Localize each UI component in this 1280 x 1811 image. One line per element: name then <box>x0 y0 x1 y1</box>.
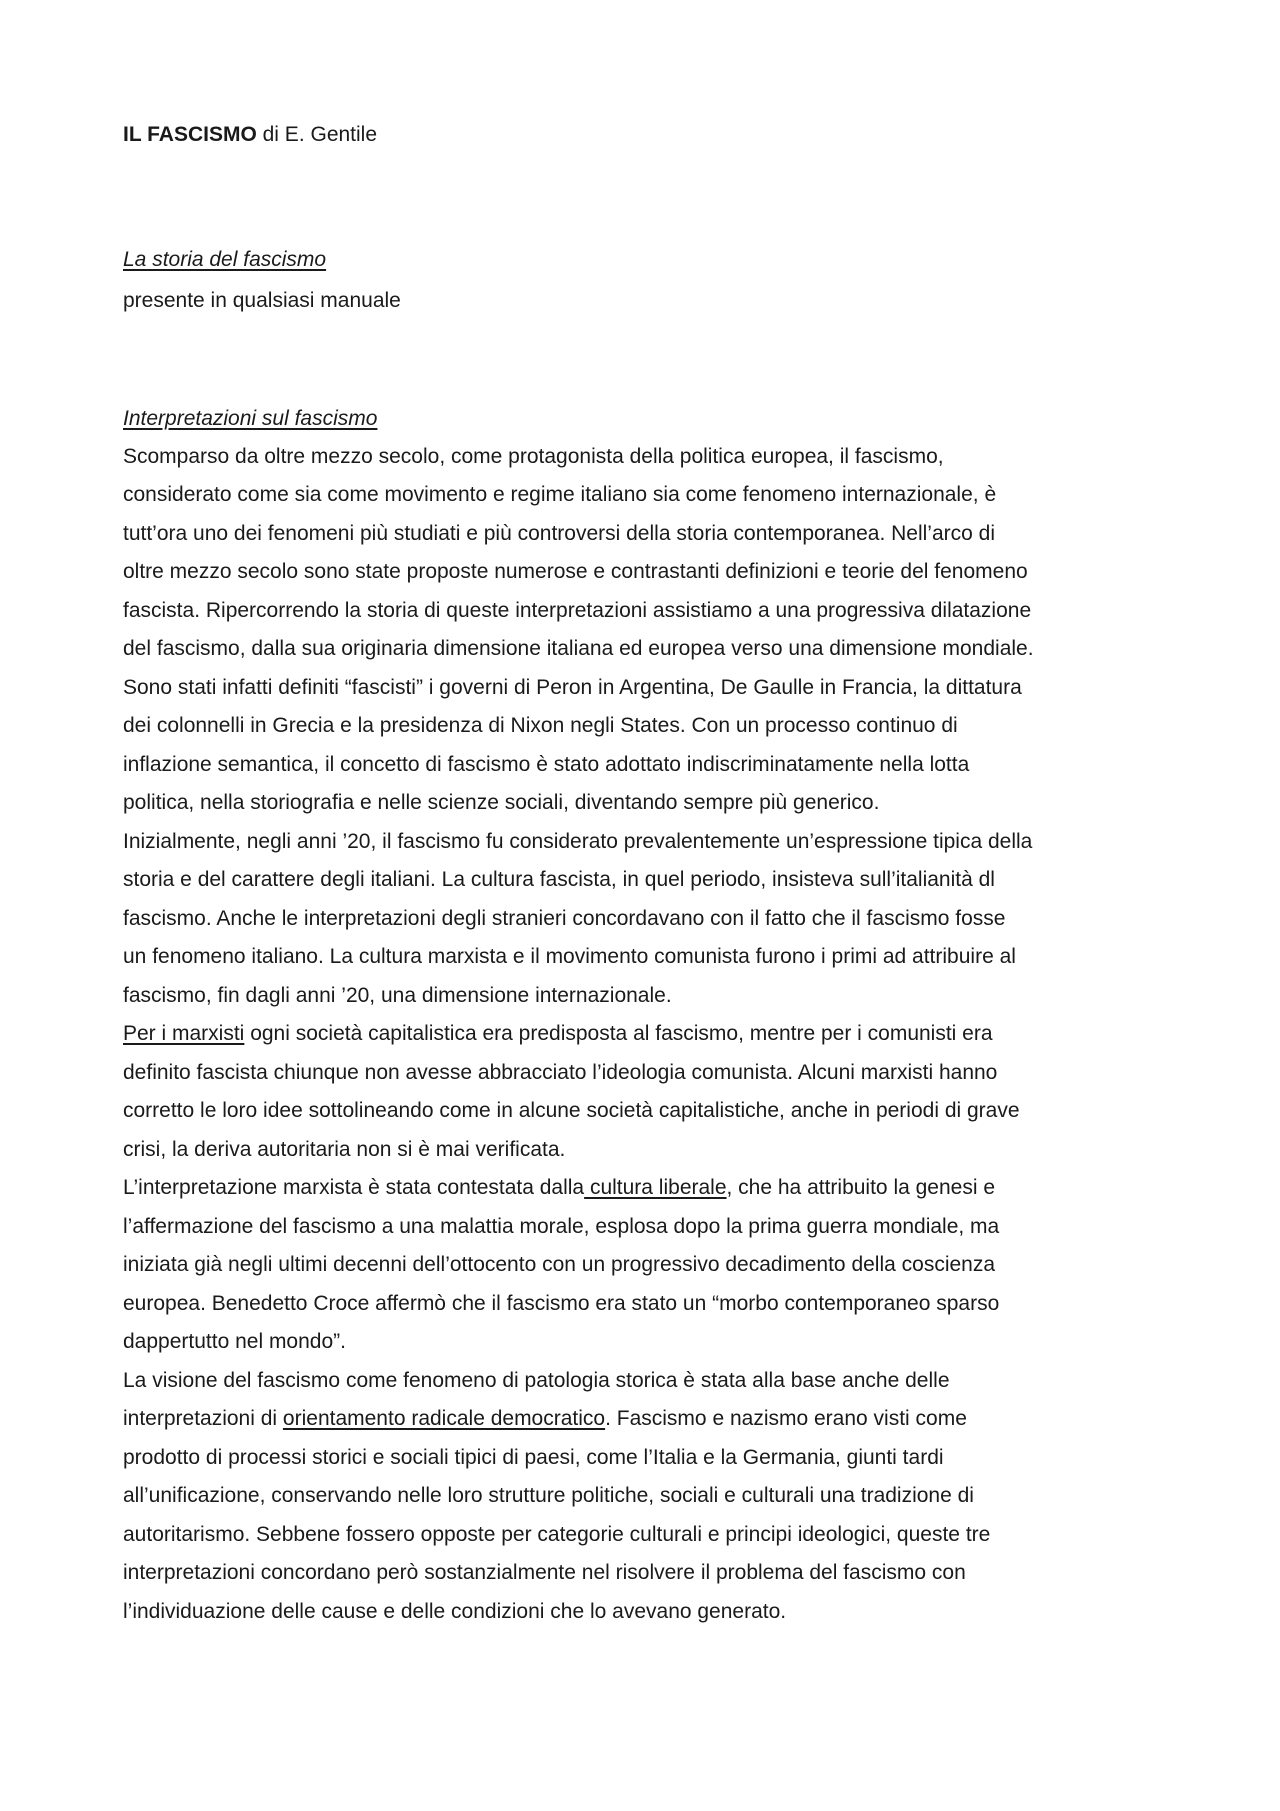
line-text: interpretazioni di <box>123 1407 283 1430</box>
paragraph-line: inflazione semantica, il concetto di fascismo è stato adottato indiscriminatamente nella lotta <box>123 753 970 776</box>
line-text: L’interpretazione marxista è stata contestata dalla <box>123 1176 585 1199</box>
underlined-term-marxisti: Per i marxisti <box>123 1022 245 1045</box>
paragraph-line: tutt’ora uno dei fenomeni più studiati e più controversi della storia contemporanea. Nell’arco di <box>123 522 995 545</box>
paragraph-line: storia e del carattere degli italiani. La cultura fascista, in quel periodo, insisteva sull’italianità dl <box>123 868 995 891</box>
title-author: di E. Gentile <box>256 123 378 146</box>
paragraph-line: interpretazioni concordano però sostanzialmente nel risolvere il problema del fascismo con <box>123 1561 966 1584</box>
paragraph-line: autoritarismo. Sebbene fossero opposte per categorie culturali e principi ideologici, queste tre <box>123 1523 991 1546</box>
paragraph-line: Sono stati infatti definiti “fascisti” i governi di Peron in Argentina, De Gaulle in Francia, la dittatura <box>123 676 1022 699</box>
document-title <box>123 122 377 148</box>
line-text: , che ha attribuito la genesi e <box>726 1176 996 1199</box>
paragraph-line: politica, nella storiografia e nelle scienze sociali, diventando sempre più generico. <box>123 791 880 814</box>
section-heading-storia: La storia del fascismo <box>123 248 327 271</box>
paragraph-line: fascista. Ripercorrendo la storia di queste interpretazioni assistiamo a una progressiva dilatazione <box>123 599 1032 622</box>
paragraph-line: dappertutto nel mondo”. <box>123 1330 346 1353</box>
paragraph-line-radicale <box>123 1406 967 1432</box>
paragraph-line: del fascismo, dalla sua originaria dimensione italiana ed europea verso una dimensione mondiale. <box>123 637 1034 660</box>
line-text: ogni società capitalistica era predisposta al fascismo, mentre per i comunisti era <box>244 1022 993 1045</box>
paragraph-line: considerato come sia come movimento e regime italiano sia come fenomeno internazionale, è <box>123 483 997 506</box>
paragraph-line: definito fascista chiunque non avesse abbracciato l’ideologia comunista. Alcuni marxisti hanno <box>123 1061 998 1084</box>
paragraph-line: dei colonnelli in Grecia e la presidenza di Nixon negli States. Con un processo continuo di <box>123 714 958 737</box>
paragraph-line: oltre mezzo secolo sono state proposte numerose e contrastanti definizioni e teorie del fenomeno <box>123 560 1028 583</box>
paragraph-line: prodotto di processi storici e sociali tipici di paesi, come l’Italia e la Germania, giunti tardi <box>123 1446 944 1469</box>
underlined-term-cultura-liberale: cultura liberale <box>584 1176 727 1199</box>
paragraph-line: Inizialmente, negli anni ’20, il fascismo fu considerato prevalentemente un’espressione tipica della <box>123 830 1033 853</box>
title-bold: IL FASCISMO <box>123 123 257 146</box>
paragraph-line: corretto le loro idee sottolineando come in alcune società capitalistiche, anche in periodi di grave <box>123 1099 1020 1122</box>
paragraph-line: fascismo. Anche le interpretazioni degli stranieri concordavano con il fatto che il fascismo fosse <box>123 907 1006 930</box>
paragraph-line: Scomparso da oltre mezzo secolo, come protagonista della politica europea, il fascismo, <box>123 445 944 468</box>
section-heading-interpretazioni: Interpretazioni sul fascismo <box>123 407 378 430</box>
paragraph-line: l’individuazione delle cause e delle condizioni che lo avevano generato. <box>123 1600 787 1623</box>
paragraph-line: un fenomeno italiano. La cultura marxista e il movimento comunista furono i primi ad attribuire al <box>123 945 1016 968</box>
paragraph-line-liberale <box>123 1175 995 1201</box>
section-text-storia: presente in qualsiasi manuale <box>123 289 401 312</box>
paragraph-line: La visione del fascismo come fenomeno di patologia storica è stata alla base anche delle <box>123 1369 950 1392</box>
paragraph-line: europea. Benedetto Croce affermò che il fascismo era stato un “morbo contemporaneo sparso <box>123 1292 1000 1315</box>
paragraph-line: fascismo, fin dagli anni ’20, una dimensione internazionale. <box>123 984 672 1007</box>
underlined-term-orientamento-radicale: orientamento radicale democratico <box>282 1407 606 1430</box>
paragraph-line: l’affermazione del fascismo a una malattia morale, esplosa dopo la prima guerra mondiale, ma <box>123 1215 1000 1238</box>
paragraph-line-marxisti <box>123 1021 993 1047</box>
line-text: . Fascismo e nazismo erano visti come <box>605 1407 967 1430</box>
paragraph-line: iniziata già negli ultimi decenni dell’ottocento con un progressivo decadimento della coscienza <box>123 1253 996 1276</box>
paragraph-line: crisi, la deriva autoritaria non si è mai verificata. <box>123 1138 566 1161</box>
paragraph-line: all’unificazione, conservando nelle loro strutture politiche, sociali e culturali una tradizione di <box>123 1484 974 1507</box>
